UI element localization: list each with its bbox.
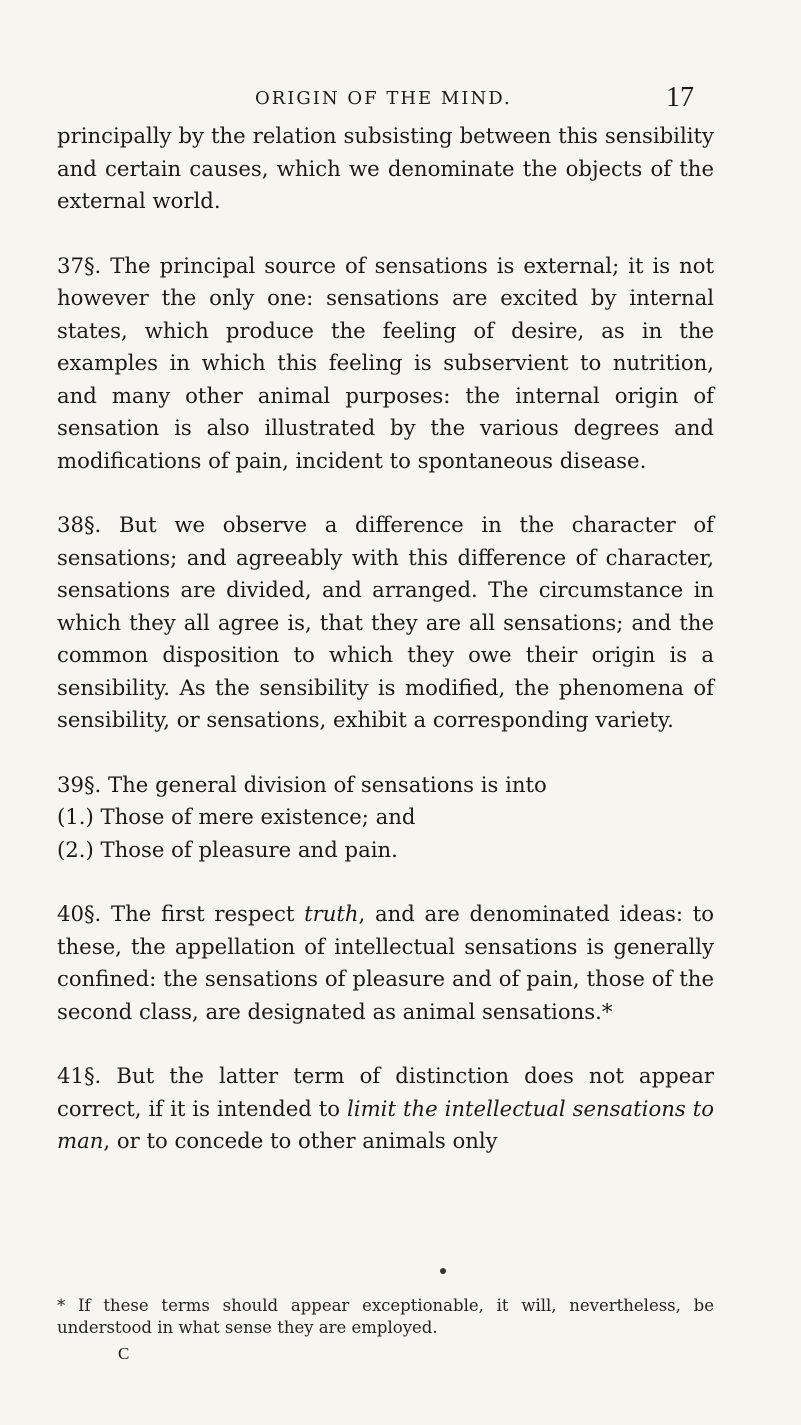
paragraph-continuation: [57, 120, 714, 218]
list-item: (2.) Those of pleasure and pain.: [57, 836, 398, 862]
signature-mark: C: [118, 1344, 130, 1363]
paragraph-text: , and are denominated ideas: to these, the appellation of intellectual sensations is generally confined: the sensations of pleasure and of pain, those of the second class, are designated as animal sensations.*: [57, 901, 714, 1024]
paragraph-40: [57, 898, 714, 1028]
footnote-separator-dot: [440, 1268, 446, 1274]
paragraph-text: But we observe a difference in the character of sensations; and agreeably with this difference of character, sensations are divided, and arranged. The circumstance in which they all agree is, that they are all sensations; and the common disposition to which they owe their origin is a sensibility. As the sensibility is modified, the phenomena of sensibility, or sensations, exhibit a corresponding variety.: [57, 512, 714, 732]
page-number: 17: [666, 82, 694, 113]
paragraph-41: [57, 1060, 714, 1158]
paragraph-38: [57, 509, 714, 737]
footnote-text: * If these terms should appear exceptionable, it will, nevertheless, be understood in what sense they are employed.: [57, 1296, 714, 1337]
paragraph-text: The general division of sensations is into: [101, 771, 547, 797]
list-item: (1.) Those of mere existence; and: [57, 804, 416, 829]
footnote: [57, 1295, 714, 1339]
body-text: [57, 120, 714, 1190]
running-title: ORIGIN OF THE MIND.: [255, 88, 512, 109]
section-number: 41§.: [57, 1063, 102, 1088]
paragraph-39: [57, 769, 714, 867]
paragraph-text: principally by the relation subsisting between this sensibility and certain causes, which we denominate the objects of the external world.: [57, 123, 714, 213]
section-number: 38§.: [57, 512, 102, 537]
paragraph-text: The principal source of sensations is external; it is not however the only one: sensations are excited by internal states, which produce the feeling of desire, as in the examples in which this feeling is subservient to nutrition, and many other animal purposes: the internal origin of sensation is also illustrated by the various degrees and modifications of pain, incident to spontaneous disease.: [57, 252, 714, 473]
running-head: [0, 82, 801, 118]
emphasis-text: truth: [304, 901, 359, 926]
emphasis-text: limit the intellectual sensations to man: [57, 1095, 714, 1153]
paragraph-text: The first respect: [101, 901, 305, 926]
section-number: 39§.: [57, 771, 102, 797]
paragraph-text: But the latter term of distinction does not appear correct, if it is intended to: [57, 1063, 714, 1121]
paragraph-text: , or to concede to other animals only: [103, 1128, 498, 1153]
paragraph-37: [57, 250, 714, 478]
section-number: 40§.: [57, 901, 102, 926]
section-number: 37§.: [57, 252, 102, 278]
